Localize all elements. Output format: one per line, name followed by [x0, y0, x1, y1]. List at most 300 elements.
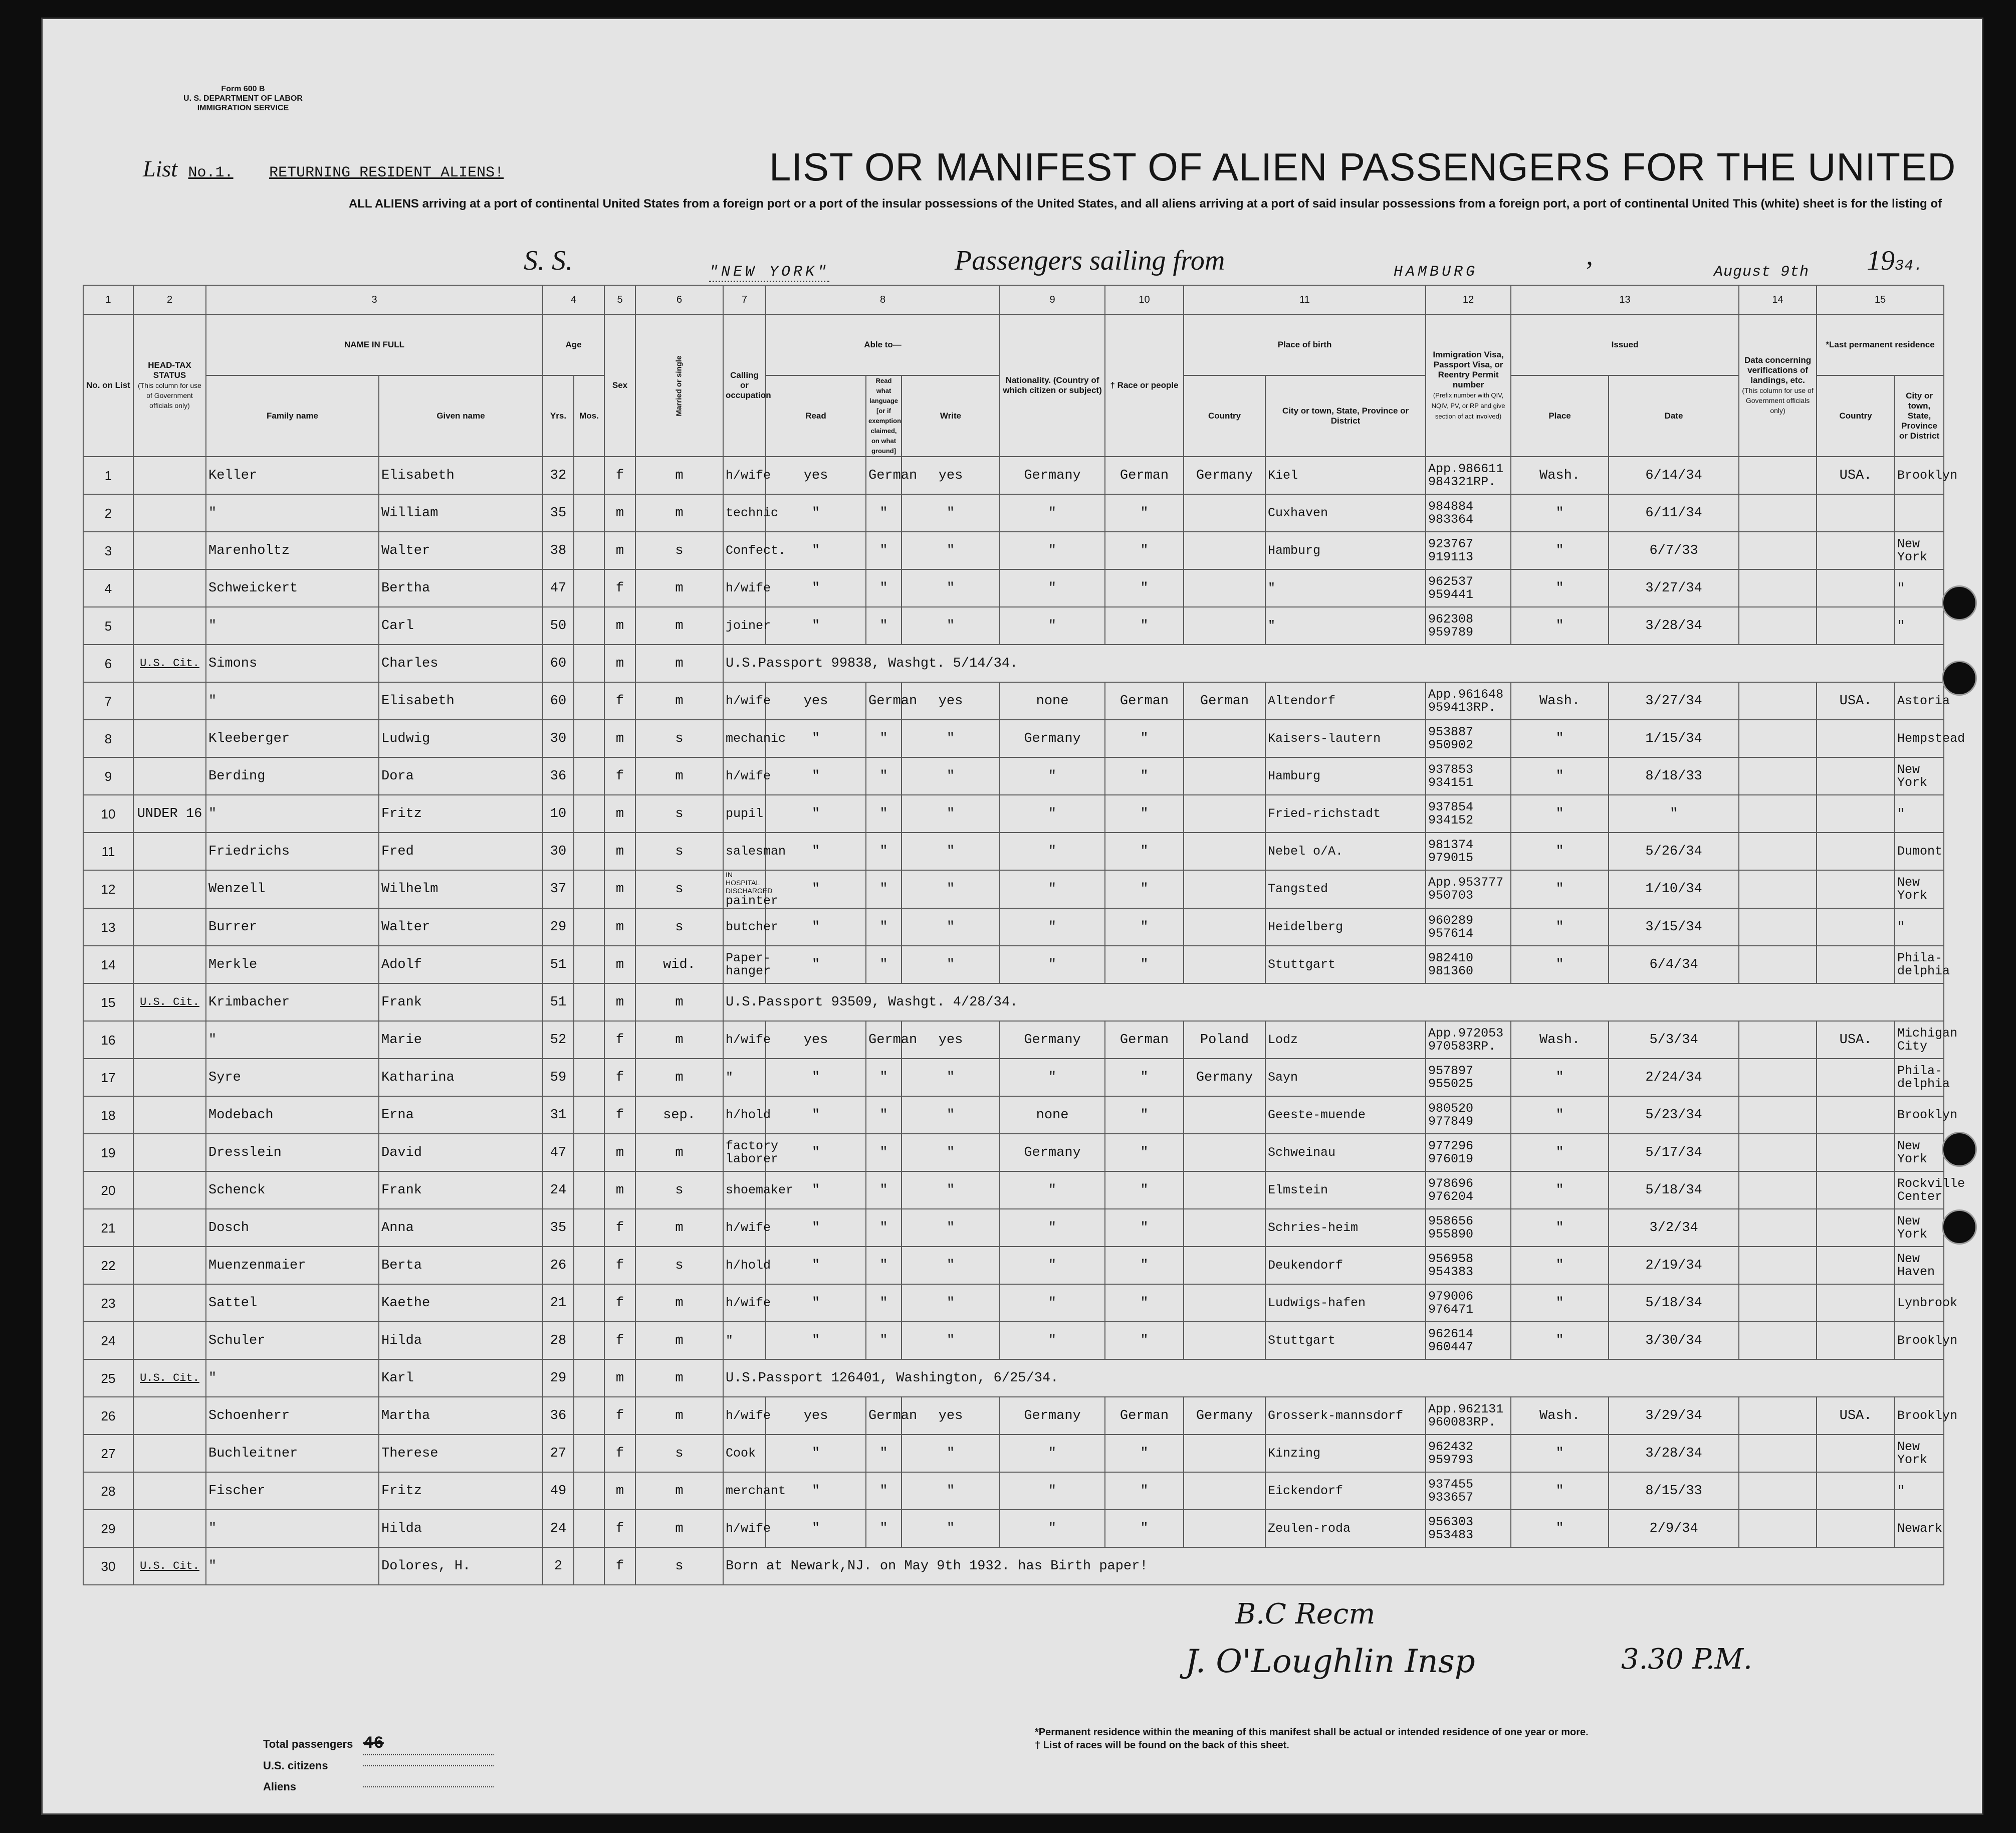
footnotes	[1035, 1726, 1589, 1752]
cell-sex: f	[604, 1322, 635, 1359]
cell-married: s	[635, 1547, 723, 1585]
cell-given: Marie	[379, 1021, 543, 1059]
cell-language: "	[866, 1134, 902, 1171]
form-number: Form 600 B	[221, 85, 265, 93]
cell-visa: 937854 934152	[1426, 795, 1511, 833]
cell-birth-country	[1184, 833, 1265, 870]
cell-res-country	[1817, 908, 1895, 946]
cell-birth-city: Geeste-muende	[1265, 1096, 1426, 1134]
cell-yrs: 37	[543, 870, 574, 908]
cell-issued-place: "	[1511, 720, 1609, 757]
cell-given: Wilhelm	[379, 870, 543, 908]
cell-verification	[1739, 908, 1817, 946]
cell-birth-city: Altendorf	[1265, 682, 1426, 720]
cell-sex: f	[604, 757, 635, 795]
cell-mos	[574, 1510, 604, 1547]
cell-visa: 962432 959793	[1426, 1435, 1511, 1472]
cell-married: s	[635, 1247, 723, 1284]
cell-married: wid.	[635, 946, 723, 983]
cell-given: Carl	[379, 607, 543, 645]
cell-nationality: "	[1000, 1247, 1105, 1284]
cell-mos	[574, 1021, 604, 1059]
cell-birth-country	[1184, 908, 1265, 946]
cell-res-country: USA.	[1817, 457, 1895, 494]
cell-read: yes	[766, 682, 866, 720]
col-birth-country: Country	[1184, 375, 1265, 457]
cell-birth-country: Poland	[1184, 1021, 1265, 1059]
col-place-of-birth: Place of birth	[1184, 314, 1426, 375]
cell-res-country	[1817, 532, 1895, 569]
cell-issued-place: "	[1511, 870, 1609, 908]
cell-race: "	[1105, 1435, 1184, 1472]
cell-yrs: 26	[543, 1247, 574, 1284]
cell-visa: 962308 959789	[1426, 607, 1511, 645]
footnote-residence: *Permanent residence within the meaning of this manifest shall be actual or intended residence of one year or more.	[1035, 1727, 1589, 1738]
cell-family: "	[206, 494, 379, 532]
cell-family: Schweickert	[206, 569, 379, 607]
cell-remark: U.S.Passport 93509, Washgt. 4/28/34.	[723, 983, 1944, 1021]
cell-sex: m	[604, 1134, 635, 1171]
cell-res-city: New York	[1895, 1435, 1944, 1472]
cell-verification	[1739, 1096, 1817, 1134]
cell-yrs: 51	[543, 946, 574, 983]
cell-family: Marenholtz	[206, 532, 379, 569]
col-age: Age	[543, 314, 604, 375]
cell-language: German	[866, 1397, 902, 1435]
cell-calling	[723, 870, 779, 908]
table-row	[83, 795, 1944, 833]
col-issued: Issued	[1511, 314, 1739, 375]
cell-read: yes	[766, 1021, 866, 1059]
cell-language: "	[866, 870, 902, 908]
cell-birth-city: Kiel	[1265, 457, 1426, 494]
cell-res-city: "	[1895, 607, 1944, 645]
cell-res-city: Brooklyn	[1895, 1397, 1944, 1435]
cell-issued-date: 6/7/33	[1609, 532, 1739, 569]
cell-issued-place: "	[1511, 1247, 1609, 1284]
cell-issued-place: "	[1511, 1510, 1609, 1547]
col-read-language: Read what language [or if exemption claimed, on what ground]	[866, 375, 902, 457]
cell-visa: App.962131 960083RP.	[1426, 1397, 1511, 1435]
col-verification: Data concerning verifications of landings, etc. (This column for use of Government officials only)	[1739, 314, 1817, 457]
col-calling: Calling or occupation	[723, 314, 766, 457]
ship-name: "NEW YORK"	[709, 264, 829, 282]
cell-res-country	[1817, 1134, 1895, 1171]
cell-married: m	[635, 1021, 723, 1059]
cell-res-country	[1817, 1322, 1895, 1359]
cell-calling: h/hold	[723, 1096, 766, 1134]
cell-head-tax	[133, 532, 206, 569]
col-family-name: Family name	[206, 375, 379, 457]
cell-write: "	[902, 569, 1000, 607]
cell-given: Karl	[379, 1359, 543, 1397]
cell-visa: 956958 954383	[1426, 1247, 1511, 1284]
cell-res-city: Brooklyn	[1895, 457, 1944, 494]
date-field	[1661, 251, 1862, 283]
cell-head-tax	[133, 1284, 206, 1322]
cell-language: "	[866, 833, 902, 870]
table-row	[83, 1397, 1944, 1435]
cell-nationality: "	[1000, 1435, 1105, 1472]
cell-language: "	[866, 1510, 902, 1547]
cell-write: "	[902, 1247, 1000, 1284]
row-number: 26	[83, 1397, 133, 1435]
cell-write: "	[902, 494, 1000, 532]
cell-res-country	[1817, 607, 1895, 645]
cell-read: "	[766, 1134, 866, 1171]
cell-yrs: 36	[543, 757, 574, 795]
cell-read: "	[766, 532, 866, 569]
cell-married: m	[635, 1059, 723, 1096]
cell-write: "	[902, 1322, 1000, 1359]
cell-mos	[574, 494, 604, 532]
cell-calling: salesman	[723, 833, 766, 870]
cell-nationality: "	[1000, 1284, 1105, 1322]
cell-head-tax	[133, 1171, 206, 1209]
cell-calling: h/wife	[723, 569, 766, 607]
cell-nationality: "	[1000, 1510, 1105, 1547]
cell-issued-date: 2/9/34	[1609, 1510, 1739, 1547]
cell-res-country	[1817, 1247, 1895, 1284]
cell-birth-country	[1184, 1510, 1265, 1547]
col-head-tax: HEAD-TAX STATUS (This column for use of Government officials only)	[133, 314, 206, 457]
cell-family: Merkle	[206, 946, 379, 983]
row-number: 3	[83, 532, 133, 569]
cell-calling: pupil	[723, 795, 766, 833]
cell-visa: 977296 976019	[1426, 1134, 1511, 1171]
row-number: 14	[83, 946, 133, 983]
binder-hole	[1942, 1132, 1977, 1167]
cell-race: "	[1105, 720, 1184, 757]
cell-given: William	[379, 494, 543, 532]
cell-given: Fritz	[379, 1472, 543, 1510]
cell-write: "	[902, 1284, 1000, 1322]
cell-mos	[574, 946, 604, 983]
cell-race: German	[1105, 1397, 1184, 1435]
cell-res-city: New York	[1895, 757, 1944, 795]
cell-issued-date: 5/26/34	[1609, 833, 1739, 870]
cell-birth-city: "	[1265, 569, 1426, 607]
cell-write: "	[902, 870, 1000, 908]
cell-verification	[1739, 757, 1817, 795]
cell-head-tax	[133, 1247, 206, 1284]
cell-head-tax	[133, 607, 206, 645]
cell-write: "	[902, 1096, 1000, 1134]
cell-read: "	[766, 569, 866, 607]
cell-married: s	[635, 870, 723, 908]
cell-nationality: "	[1000, 908, 1105, 946]
cell-yrs: 31	[543, 1096, 574, 1134]
cell-write: "	[902, 607, 1000, 645]
col-mos: Mos.	[574, 375, 604, 457]
cell-res-city: "	[1895, 569, 1944, 607]
cell-mos	[574, 983, 604, 1021]
table-row	[83, 1284, 1944, 1322]
cell-calling: "	[723, 1059, 766, 1096]
cell-calling: h/wife	[723, 1284, 766, 1322]
cell-issued-place: "	[1511, 757, 1609, 795]
cell-issued-date: 3/27/34	[1609, 569, 1739, 607]
cell-birth-city: Nebel o/A.	[1265, 833, 1426, 870]
cell-race: "	[1105, 532, 1184, 569]
cell-family: "	[206, 1510, 379, 1547]
table-row	[83, 1322, 1944, 1359]
cell-married: m	[635, 1284, 723, 1322]
cell-family: Syre	[206, 1059, 379, 1096]
cell-head-tax	[133, 1059, 206, 1096]
cell-married: s	[635, 908, 723, 946]
form-meta	[113, 84, 373, 113]
cell-read: "	[766, 908, 866, 946]
cell-res-country: USA.	[1817, 1397, 1895, 1435]
cell-sex: f	[604, 682, 635, 720]
cell-nationality: none	[1000, 1096, 1105, 1134]
row-number: 21	[83, 1209, 133, 1247]
cell-calling: Confect.	[723, 532, 766, 569]
cell-verification	[1739, 946, 1817, 983]
cell-married: m	[635, 1209, 723, 1247]
cell-calling: h/wife	[723, 457, 766, 494]
col-res-country: Country	[1817, 375, 1895, 457]
cell-birth-country	[1184, 1322, 1265, 1359]
cell-mos	[574, 720, 604, 757]
cell-race: "	[1105, 870, 1184, 908]
column-group-row	[83, 314, 1944, 375]
cell-mos	[574, 757, 604, 795]
cell-nationality: Germany	[1000, 1397, 1105, 1435]
table-row	[83, 645, 1944, 682]
table-row	[83, 870, 1944, 908]
cell-head-tax	[133, 1134, 206, 1171]
cell-language: "	[866, 757, 902, 795]
cell-family: Wenzell	[206, 870, 379, 908]
cell-family: "	[206, 682, 379, 720]
cell-write: "	[902, 720, 1000, 757]
cell-nationality: "	[1000, 795, 1105, 833]
table-row	[83, 1472, 1944, 1510]
cell-head-tax	[133, 908, 206, 946]
cell-head-tax	[133, 1397, 206, 1435]
cell-mos	[574, 457, 604, 494]
cell-res-country	[1817, 757, 1895, 795]
cell-race: German	[1105, 457, 1184, 494]
row-number: 6	[83, 645, 133, 682]
cell-mos	[574, 1397, 604, 1435]
cell-issued-date: 5/23/34	[1609, 1096, 1739, 1134]
cell-issued-date: 6/11/34	[1609, 494, 1739, 532]
cell-nationality: "	[1000, 1322, 1105, 1359]
cell-birth-city: Heidelberg	[1265, 908, 1426, 946]
row-number: 27	[83, 1435, 133, 1472]
cell-res-country	[1817, 1284, 1895, 1322]
cell-nationality: "	[1000, 1059, 1105, 1096]
cell-calling: h/hold	[723, 1247, 766, 1284]
cell-write: "	[902, 1134, 1000, 1171]
cell-mos	[574, 1359, 604, 1397]
col-visa: Immigration Visa, Passport Visa, or Reentry Permit number (Prefix number with QIV, NQIV, PV, or RP and give section of act involved)	[1426, 314, 1511, 457]
cell-given: Fred	[379, 833, 543, 870]
cell-read: yes	[766, 457, 866, 494]
table-row	[83, 1096, 1944, 1134]
table-row	[83, 833, 1944, 870]
cell-married: s	[635, 833, 723, 870]
cell-issued-date: 3/28/34	[1609, 607, 1739, 645]
cell-birth-city: Tangsted	[1265, 870, 1426, 908]
col-write: Write	[902, 375, 1000, 457]
cell-verification	[1739, 870, 1817, 908]
row-number: 8	[83, 720, 133, 757]
cell-given: Fritz	[379, 795, 543, 833]
cell-remark: Born at Newark,NJ. on May 9th 1932. has Birth paper!	[723, 1547, 1944, 1585]
cell-yrs: 30	[543, 833, 574, 870]
cell-nationality: "	[1000, 494, 1105, 532]
row-number: 12	[83, 870, 133, 908]
col-nationality: Nationality. (Country of which citizen or subject)	[1000, 314, 1105, 457]
total-passengers-value: 46	[363, 1733, 494, 1755]
cell-yrs: 35	[543, 1209, 574, 1247]
cell-issued-place: "	[1511, 1209, 1609, 1247]
cell-read: "	[766, 607, 866, 645]
cell-mos	[574, 1284, 604, 1322]
cell-res-city: Lynbrook	[1895, 1284, 1944, 1322]
inspector-time: 3.30 P.M.	[1621, 1643, 1752, 1676]
cell-head-tax: U.S. Cit.	[133, 983, 206, 1021]
cell-write: "	[902, 1209, 1000, 1247]
cell-verification	[1739, 1397, 1817, 1435]
list-type: RETURNING RESIDENT ALIENS!	[269, 164, 504, 181]
cell-visa: 982410 981360	[1426, 946, 1511, 983]
table-row	[83, 1021, 1944, 1059]
table-row	[83, 457, 1944, 494]
cell-issued-place: "	[1511, 1059, 1609, 1096]
cell-birth-country	[1184, 494, 1265, 532]
row-number: 29	[83, 1510, 133, 1547]
cell-given: Bertha	[379, 569, 543, 607]
cell-res-country	[1817, 946, 1895, 983]
cell-race: "	[1105, 908, 1184, 946]
cell-married: m	[635, 983, 723, 1021]
cell-write: "	[902, 1435, 1000, 1472]
cell-issued-date: 3/2/34	[1609, 1209, 1739, 1247]
cell-mos	[574, 908, 604, 946]
table-row	[83, 1059, 1944, 1096]
cell-read: "	[766, 1209, 866, 1247]
cell-issued-place: Wash.	[1511, 1021, 1609, 1059]
cell-language: "	[866, 795, 902, 833]
cell-mos	[574, 1096, 604, 1134]
col-given-name: Given name	[379, 375, 543, 457]
binder-hole	[1942, 661, 1977, 696]
cell-sex: f	[604, 1547, 635, 1585]
cell-visa: 937853 934151	[1426, 757, 1511, 795]
cell-family: Schoenherr	[206, 1397, 379, 1435]
cell-nationality: "	[1000, 870, 1105, 908]
cell-head-tax	[133, 494, 206, 532]
cell-calling: factory laborer	[723, 1134, 766, 1171]
row-number: 16	[83, 1021, 133, 1059]
cell-calling: mechanic	[723, 720, 766, 757]
cell-write: "	[902, 757, 1000, 795]
cell-visa: 980520 977849	[1426, 1096, 1511, 1134]
cell-family: Schenck	[206, 1171, 379, 1209]
cell-sex: f	[604, 1059, 635, 1096]
cell-write: "	[902, 795, 1000, 833]
cell-res-city: "	[1895, 1472, 1944, 1510]
cell-nationality: "	[1000, 946, 1105, 983]
cell-birth-city: Fried-richstadt	[1265, 795, 1426, 833]
cell-married: s	[635, 720, 723, 757]
cell-issued-date: 1/10/34	[1609, 870, 1739, 908]
cell-sex: m	[604, 1359, 635, 1397]
cell-sex: f	[604, 1397, 635, 1435]
binder-hole	[1942, 585, 1977, 621]
cell-language: German	[866, 682, 902, 720]
cell-visa: 984884 983364	[1426, 494, 1511, 532]
cell-write: yes	[902, 682, 1000, 720]
cell-family: Buchleitner	[206, 1435, 379, 1472]
intro-text: ALL ALIENS arriving at a port of continental United States from a foreign port or a port of the insular possessions of the United States, and all aliens arriving at a port of said insular possessions from a foreign port, a port of continental United This (white) sheet is for the listing of	[348, 197, 1942, 211]
cell-language: "	[866, 607, 902, 645]
cell-res-city: New York	[1895, 1209, 1944, 1247]
cell-race: "	[1105, 1510, 1184, 1547]
cell-read: "	[766, 494, 866, 532]
cell-married: m	[635, 682, 723, 720]
cell-issued-date: 3/29/34	[1609, 1397, 1739, 1435]
row-number: 4	[83, 569, 133, 607]
cell-res-city: New Haven	[1895, 1247, 1944, 1284]
cell-yrs: 10	[543, 795, 574, 833]
cell-remark: U.S.Passport 99838, Washgt. 5/14/34.	[723, 645, 1944, 682]
cell-remark: U.S.Passport 126401, Washington, 6/25/34.	[723, 1359, 1944, 1397]
cell-issued-date: 2/19/34	[1609, 1247, 1739, 1284]
cell-given: Hilda	[379, 1322, 543, 1359]
cell-birth-city: Kinzing	[1265, 1435, 1426, 1472]
cell-res-country: USA.	[1817, 1021, 1895, 1059]
cell-issued-date: 5/17/34	[1609, 1134, 1739, 1171]
table-row	[83, 682, 1944, 720]
cell-mos	[574, 1134, 604, 1171]
table-row	[83, 569, 1944, 607]
row-number: 7	[83, 682, 133, 720]
row-number: 25	[83, 1359, 133, 1397]
cell-birth-country	[1184, 1247, 1265, 1284]
cell-mos	[574, 645, 604, 682]
cell-issued-date: 8/15/33	[1609, 1472, 1739, 1510]
cell-calling: butcher	[723, 908, 766, 946]
cell-res-country	[1817, 1209, 1895, 1247]
cell-given: Adolf	[379, 946, 543, 983]
cell-issued-place: "	[1511, 795, 1609, 833]
totals-block	[263, 1733, 494, 1797]
cell-issued-date: 3/30/34	[1609, 1322, 1739, 1359]
cell-write: yes	[902, 1021, 1000, 1059]
cell-verification	[1739, 682, 1817, 720]
cell-language: "	[866, 946, 902, 983]
col-able-to: Able to—	[766, 314, 1000, 375]
cell-issued-place: "	[1511, 1096, 1609, 1134]
cell-res-city: Phila-delphia	[1895, 1059, 1944, 1096]
cell-birth-country	[1184, 569, 1265, 607]
cell-res-city: Rockville Center	[1895, 1171, 1944, 1209]
cell-calling: "	[723, 1322, 766, 1359]
cell-res-country: USA.	[1817, 682, 1895, 720]
cell-race: German	[1105, 1021, 1184, 1059]
cell-calling: h/wife	[723, 1021, 766, 1059]
cell-married: sep.	[635, 1096, 723, 1134]
cell-issued-place: "	[1511, 1134, 1609, 1171]
manifest-sheet: Form 600 B U. S. DEPARTMENT OF LABOR IMMIGRATION SERVICE List No.1. RETURNING RESIDENT ALIENS! LIST OR MANIFEST OF ALIEN PASSENGERS FOR THE UNITED ALL ALIENS arriving at a port of continental United States from a foreign port or a port of the insular possessions of the United States, and all aliens arriving at a port of said insular possessions from a foreign port, a port of continental United This (white) sheet is for the listing of S. S. "NEW YORK" Passengers sailing from HAMBURG , August 9th 1934. 1 2 3 4 5 6 7 8 9 10 11 12 13 14 15 No. on List HEAD-TAX STATUS (This column for use of Government officials only) NAME IN FULL Age Sex Married or single Calling or occupation Able to— Nationality. (Country of which citizen or subject) † Race or people Place of birth Immigration Visa, Passport Visa, or Reentry Permit number (Prefix number with QIV, NQIV, PV, or RP and give section of act involved) Issued Data concerning verifications of landings, etc. (This column for use of Government officials only) *Last permanent residence Family name Given name Yrs. Mos. Read Read what language [or if exemption claimed, on what ground] Write Country City or town, State, Province or District Place Date Country City or town, State, Province or District 1 Keller Elisabeth 32 f m h/wife yes German yes Germany German Germany Kiel App.986611 984321RP. Wash. 6/14/34 USA. Brooklyn 2 " William 35 m m technic " " " " " Cuxhaven 984884 983364 " 6/11/34 3 Marenholtz Walter 38 m s Confect. " " " " " Hamburg 923767 919113 " 6/7/33 New York 4 Schweickert Bertha 47 f m h/wife " " " " " " 962537 959441 " 3/27/34 " 5 " Carl 50 m m joiner " " " " " " 962308 959789 " 3/28/34 " 6 U.S. Cit. Simons Charles 60 m m U.S.Passport 99838, Washgt. 5/14/34. 7 " Elisabeth 60 f m h/wife yes German yes none German German Altendorf App.961648 959413RP. Wash. 3/27/34 USA. Astoria 8 Kleeberger Ludwig 30 m s mechanic " " " Germany " Kaisers-lautern 953887 950902 " 1/15/34 Hempstead 9 Berding Dora 36 f m h/wife " " " " " Hamburg 937853 934151 " 8/18/33 New York 10 UNDER 16 " Fritz 10 m s pupil " " " " " Fried-richstadt 937854 934152 " " " 11 Friedrichs Fred 30 m s salesman " " " " " Nebel o/A. 981374 979015 " 5/26/34 Dumont 12 Wenzell Wilhelm 37 m s IN HOSPITAL DISCHARGED painter " " " " " Tangsted App.953777 950703 " 1/10/34 New York 13 Burrer Walter 29 m s butcher " " " " " Heidelberg 960289 957614 " 3/15/34 " 14 Merkle Adolf 51 m wid. Paper-hanger " " " " " Stuttgart 982410 981360 " 6/4/34 Phila-delphia 15 U.S. Cit. Krimbacher Frank 51 m m U.S.Passport 93509, Washgt. 4/28/34. 16 " Marie 52 f m h/wife yes German yes Germany German Poland Lodz App.972053 970583RP. Wash. 5/3/34 USA. Michigan City 17 Syre Katharina 59 f m " " " " " " Germany Sayn 957897 955025 " 2/24/34 Phila-delphia 18 Modebach Erna 31 f sep. h/hold " " " none " Geeste-muende 980520 977849 " 5/23/34 Brooklyn 19 Dresslein David 47 m m factory laborer " " " Germany " Schweinau 977296 976019 " 5/17/34 New York 20 Schenck Frank 24 m s shoemaker " " " " " Elmstein 978696 976204 " 5/18/34 Rockville Center 21 Dosch Anna 35 f m h/wife " " " " " Schries-heim 958656 955890 " 3/2/34 New York 22 Muenzenmaier Berta 26 f s h/hold " " " " " Deukendorf 956958 954383 " 2/19/34 New Haven 23 Sattel Kaethe 21 f m h/wife " " " " " Ludwigs-hafen 979006 976471 " 5/18/34 Lynbrook 24 Schuler Hilda 28 f m " " " " " " Stuttgart 962614 960447 " 3/30/34 Brooklyn 25 U.S. Cit. " Karl 29 m m U.S.Passport 126401, Washington, 6/25/34. 26 Schoenherr Martha 36 f m h/wife yes German yes Germany German Germany Grosserk-mannsdorf App.962131 960083RP. Wash. 3/29/34 USA. Brooklyn 27 Buchleitner Therese 27 f s Cook " " " " " Kinzing 962432 959793 " 3/28/34 New York 28 Fischer Fritz 49 m m merchant " " " " " Eickendorf 937455 933657 " 8/15/33 " 29 " Hilda 24 f m h/wife " " " " " Zeulen-roda 956303 953483 " 2/9/34 Newark 30 U.S. Cit. " Dolores, H. 2 f s Born at Newark,NJ. on May 9th 1932. has Birth paper! Total passengers 46 U.S. citizens Aliens *Permanent residence within the meaning of this manifest shall be actual or intended residence of one year or more. † List of races will be found on the back of this sheet. B.C Recm J. O'Loughlin Insp 3.30 P.M.	[43, 19, 1982, 1813]
page-title: LIST OR MANIFEST OF ALIEN PASSENGERS FOR THE UNITED	[769, 145, 1956, 189]
